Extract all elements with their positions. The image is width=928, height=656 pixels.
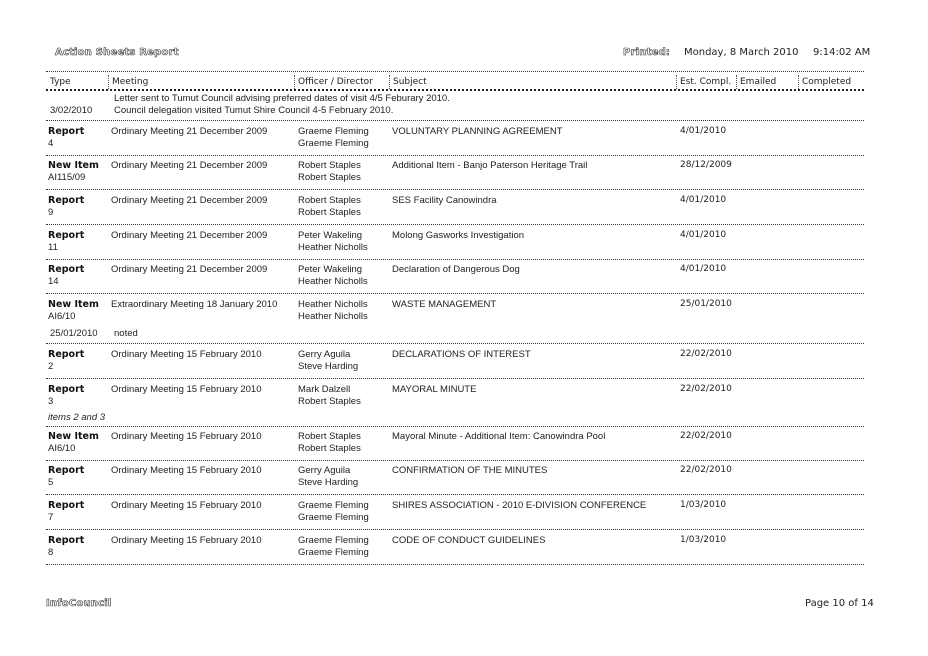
- header-top-rule: [46, 71, 864, 72]
- row-type: Report: [48, 230, 85, 241]
- row-est-compl: 22/02/2010: [680, 431, 732, 441]
- row-meeting: Ordinary Meeting 15 February 2010: [111, 384, 262, 395]
- row-officer: Gerry Aguila: [298, 349, 351, 360]
- printed-date: Monday, 8 March 2010: [684, 47, 799, 58]
- row-meeting: Ordinary Meeting 21 December 2009: [111, 126, 268, 137]
- row-officer: Peter Wakeling: [298, 264, 363, 275]
- printed-time: 9:14:02 AM: [813, 47, 871, 58]
- row-director: Robert Staples: [298, 172, 361, 183]
- row-subject: Additional Item - Banjo Paterson Heritage Trail: [392, 160, 588, 171]
- row-subject: Molong Gasworks Investigation: [392, 230, 525, 241]
- row-subject: Declaration of Dangerous Dog: [392, 264, 520, 275]
- row-meeting: Ordinary Meeting 15 February 2010: [111, 465, 262, 476]
- row-est-compl: 1/03/2010: [680, 500, 727, 510]
- row-est-compl: 25/01/2010: [680, 299, 732, 309]
- row-note-date: 25/01/2010: [50, 328, 98, 339]
- row-number: AI6/10: [48, 443, 76, 454]
- row-director: Graeme Fleming: [298, 512, 369, 523]
- row-number: 3: [48, 396, 54, 407]
- col-header-officer: Officer / Director: [298, 77, 373, 87]
- row-officer: Peter Wakeling: [298, 230, 363, 241]
- row-meeting: Ordinary Meeting 21 December 2009: [111, 195, 268, 206]
- row-number: AI115/09: [48, 172, 86, 183]
- row-meeting: Ordinary Meeting 21 December 2009: [111, 230, 268, 241]
- col-header-subject: Subject: [393, 77, 427, 87]
- row-officer: Heather Nicholls: [298, 299, 368, 310]
- row-officer: Graeme Fleming: [298, 535, 369, 546]
- row-number: 7: [48, 512, 54, 523]
- row-meeting: Extraordinary Meeting 18 January 2010: [111, 299, 278, 310]
- header-bottom-rule: [46, 89, 864, 91]
- row-note-italic: items 2 and 3: [48, 412, 106, 423]
- col-header-completed: Completed: [802, 77, 852, 87]
- col-header-meeting: Meeting: [112, 77, 149, 87]
- row-meeting: Ordinary Meeting 15 February 2010: [111, 431, 262, 442]
- row-number: 14: [48, 276, 59, 287]
- row-subject: Mayoral Minute - Additional Item: Canowindra Pool: [392, 431, 606, 442]
- col-header-type: Type: [50, 77, 71, 87]
- row-type: New Item: [48, 299, 99, 310]
- row-director: Steve Harding: [298, 477, 359, 488]
- row-note-text: noted: [114, 328, 138, 339]
- row-est-compl: 4/01/2010: [680, 126, 727, 136]
- top-note-line2: Council delegation visited Tumut Shire Council 4-5 February 2010.: [114, 105, 394, 116]
- row-number: 4: [48, 138, 54, 149]
- row-type: New Item: [48, 431, 99, 442]
- row-officer: Mark Dalzell: [298, 384, 351, 395]
- row-type: Report: [48, 126, 85, 137]
- row-officer: Robert Staples: [298, 195, 361, 206]
- row-est-compl: 22/02/2010: [680, 384, 732, 394]
- row-officer: Robert Staples: [298, 160, 361, 171]
- row-director: Robert Staples: [298, 443, 361, 454]
- row-est-compl: 4/01/2010: [680, 195, 727, 205]
- row-number: 2: [48, 361, 54, 372]
- row-est-compl: 28/12/2009: [680, 160, 732, 170]
- row-meeting: Ordinary Meeting 21 December 2009: [111, 264, 268, 275]
- row-est-compl: 4/01/2010: [680, 230, 727, 240]
- row-number: 11: [48, 242, 58, 253]
- row-director: Robert Staples: [298, 396, 361, 407]
- row-meeting: Ordinary Meeting 15 February 2010: [111, 535, 262, 546]
- row-est-compl: 22/02/2010: [680, 465, 732, 475]
- row-director: Graeme Fleming: [298, 138, 369, 149]
- footer-page-number: Page 10 of 14: [805, 598, 874, 609]
- row-est-compl: 4/01/2010: [680, 264, 727, 274]
- row-meeting: Ordinary Meeting 15 February 2010: [111, 500, 262, 511]
- row-officer: Graeme Fleming: [298, 126, 369, 137]
- printed-label: Printed:: [623, 47, 671, 58]
- col-header-est-compl: Est. Compl.: [680, 77, 732, 87]
- row-subject: DECLARATIONS OF INTEREST: [392, 349, 531, 360]
- row-subject: CODE OF CONDUCT GUIDELINES: [392, 535, 546, 546]
- row-number: 5: [48, 477, 54, 488]
- col-header-emailed: Emailed: [740, 77, 777, 87]
- row-type: Report: [48, 195, 85, 206]
- row-subject: SES Facility Canowindra: [392, 195, 497, 206]
- row-type: Report: [48, 384, 85, 395]
- report-title: Action Sheets Report: [55, 47, 179, 58]
- row-number: AI6/10: [48, 311, 76, 322]
- row-type: Report: [48, 465, 85, 476]
- row-subject: MAYORAL MINUTE: [392, 384, 477, 395]
- row-director: Heather Nicholls: [298, 242, 368, 253]
- row-meeting: Ordinary Meeting 21 December 2009: [111, 160, 268, 171]
- row-director: Graeme Fleming: [298, 547, 369, 558]
- row-number: 8: [48, 547, 54, 558]
- row-type: Report: [48, 500, 85, 511]
- row-meeting: Ordinary Meeting 15 February 2010: [111, 349, 262, 360]
- row-subject: VOLUNTARY PLANNING AGREEMENT: [392, 126, 563, 137]
- top-note-line1: Letter sent to Tumut Council advising preferred dates of visit 4/5 Feburary 2010.: [114, 93, 450, 104]
- row-type: Report: [48, 349, 85, 360]
- row-number: 9: [48, 207, 54, 218]
- row-officer: Gerry Aguila: [298, 465, 351, 476]
- row-type: Report: [48, 264, 85, 275]
- row-subject: SHIRES ASSOCIATION - 2010 E-DIVISION CONFERENCE: [392, 500, 647, 511]
- row-officer: Robert Staples: [298, 431, 361, 442]
- row-type: Report: [48, 535, 85, 546]
- row-director: Robert Staples: [298, 207, 361, 218]
- row-director: Steve Harding: [298, 361, 359, 372]
- row-director: Heather Nicholls: [298, 276, 368, 287]
- row-type: New Item: [48, 160, 99, 171]
- row-subject: WASTE MANAGEMENT: [392, 299, 497, 310]
- top-note-date: 3/02/2010: [50, 105, 93, 116]
- row-director: Heather Nicholls: [298, 311, 368, 322]
- footer-brand: InfoCouncil: [46, 598, 112, 609]
- row-est-compl: 22/02/2010: [680, 349, 732, 359]
- row-est-compl: 1/03/2010: [680, 535, 727, 545]
- row-officer: Graeme Fleming: [298, 500, 369, 511]
- row-subject: CONFIRMATION OF THE MINUTES: [392, 465, 548, 476]
